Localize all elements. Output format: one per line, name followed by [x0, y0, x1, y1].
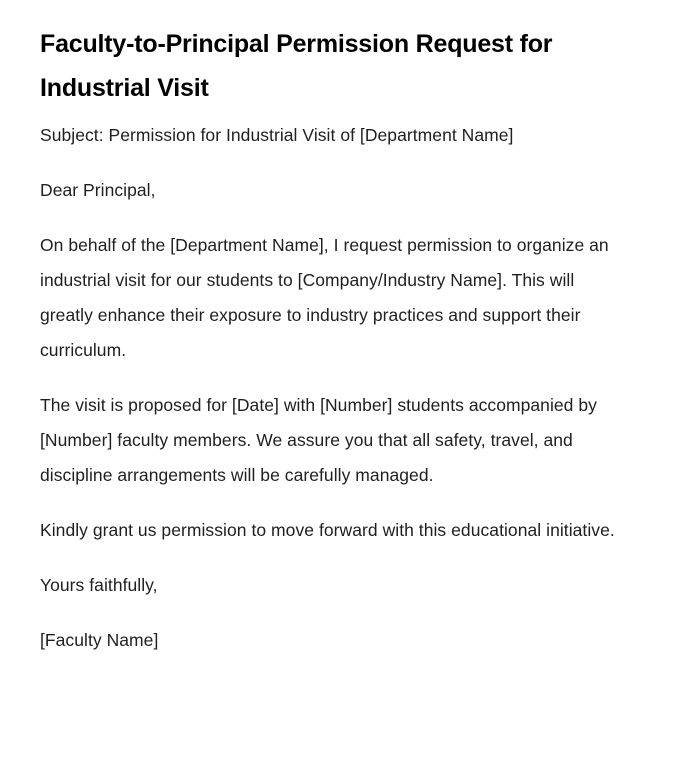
body-paragraph-3: Kindly grant us permission to move forward with this educational initiative.	[40, 520, 615, 540]
salutation: Dear Principal,	[40, 180, 156, 200]
signature-name: [Faculty Name]	[40, 630, 159, 650]
body-paragraph-1: On behalf of the [Department Name], I request permission to organize an industrial visit for our students to [Company/Industry Name]. This will greatly enhance their exposure to industry practices and support their curriculum.	[40, 235, 609, 360]
document-title: Faculty-to-Principal Permission Request for Industrial Visit	[40, 30, 553, 102]
closing-salutation: Yours faithfully,	[40, 575, 158, 595]
subject-line: Subject: Permission for Industrial Visit of [Department Name]	[40, 125, 514, 145]
body-paragraph-2: The visit is proposed for [Date] with [Number] students accompanied by [Number] faculty members. We assure you that all safety, travel, and discipline arrangements will be carefully managed.	[40, 395, 597, 485]
